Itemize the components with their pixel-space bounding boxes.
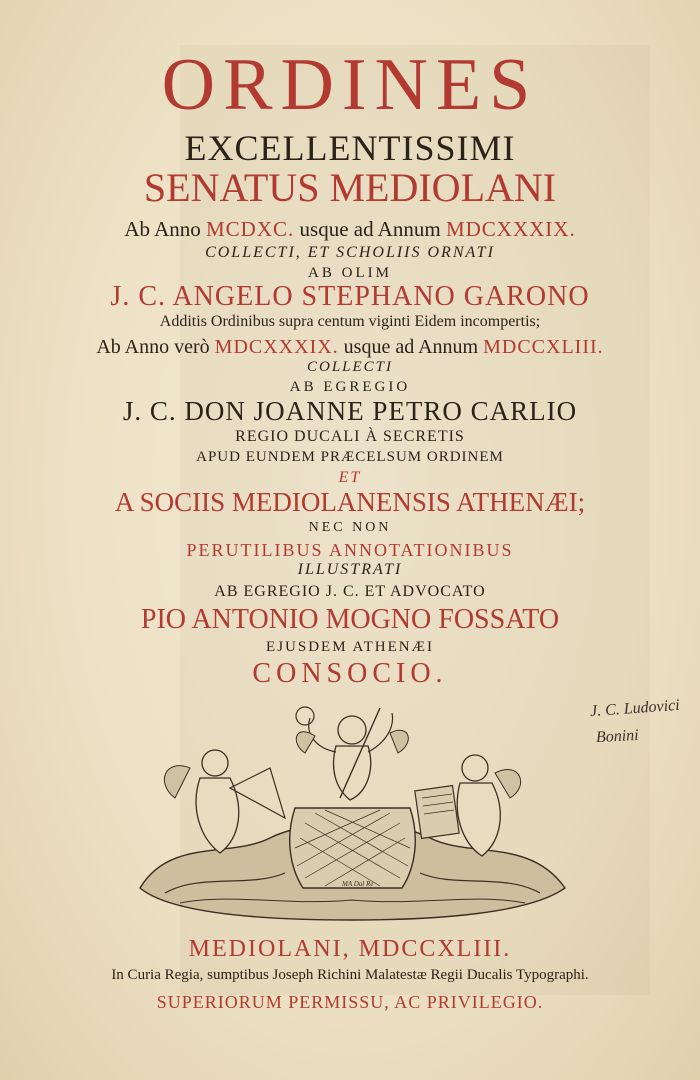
- engraved-vignette: [110, 688, 595, 928]
- ownership-inscription-line-2: Bonini: [595, 726, 640, 747]
- period-1-start: MCDXC.: [206, 217, 295, 241]
- ownership-inscription-line-1: J. C. Ludovici: [589, 696, 681, 721]
- period-1-prefix: Ab Anno: [124, 217, 201, 241]
- period-2-end: MDCCXLIII.: [483, 336, 604, 358]
- ejusdem-line: EJUSDEM ATHENÆI: [266, 639, 434, 655]
- consocio-line: CONSOCIO.: [252, 658, 448, 689]
- engraver-mark: MA Dal Re: [342, 880, 374, 888]
- title-line-3: SENATUS MEDIOLANI: [143, 165, 557, 210]
- imprint-printer: In Curia Regia, sumptibus Joseph Richini Malatestæ Regii Ducalis Typographi.: [111, 967, 589, 983]
- author-3: PIO ANTONIO MOGNO FOSSATO: [140, 604, 560, 635]
- collected-2: COLLECTI: [306, 359, 394, 375]
- author-2-role-1: REGIO DUCALI À SECRETIS: [235, 428, 465, 445]
- perutilibus-line: PERUTILIBUS ANNOTATIONIBUS: [186, 540, 514, 560]
- period-1-end: MDCXXXIX.: [445, 217, 576, 241]
- collected-1: COLLECTI, ET SCHOLIIS ORNATI: [205, 244, 495, 261]
- period-2-start: MDCXXXIX.: [214, 336, 339, 358]
- main-title: ORDINES: [161, 44, 539, 126]
- nec-non: NEC NON: [308, 520, 392, 535]
- period-2-middle: usque ad Annum: [343, 336, 479, 358]
- ab-olim: AB OLIM: [308, 265, 392, 281]
- title-line-2: EXCELLENTISSIMI: [184, 128, 516, 168]
- author-1: J. C. ANGELO STEPHANO GARONO: [110, 281, 590, 312]
- period-2-prefix: Ab Anno verò: [96, 336, 210, 358]
- author-2: J. C. DON JOANNE PETRO CARLIO: [122, 396, 578, 426]
- additis-line: Additis Ordinibus supra centum viginti Eidem incompertis;: [159, 313, 541, 330]
- author-2-role-2: APUD EUNDEM PRÆCELSUM ORDINEM: [196, 449, 504, 465]
- period-1-middle: usque ad Annum: [299, 217, 441, 241]
- sociis-line: A SOCIIS MEDIOLANENSIS ATHENÆI;: [114, 487, 586, 517]
- imprint-city: MEDIOLANI, MDCCXLIII.: [188, 936, 512, 962]
- period-2: [0, 337, 700, 357]
- imprint-permission: SUPERIORUM PERMISSU, AC PRIVILEGIO.: [156, 992, 544, 1012]
- ab-egregio-advocato: AB EGREGIO J. C. ET ADVOCATO: [214, 583, 486, 600]
- illustrati-line: ILLUSTRATI: [297, 561, 403, 578]
- ab-egregio: AB EGREGIO: [289, 379, 411, 395]
- et-line: ET: [338, 469, 362, 486]
- period-1: [0, 219, 700, 240]
